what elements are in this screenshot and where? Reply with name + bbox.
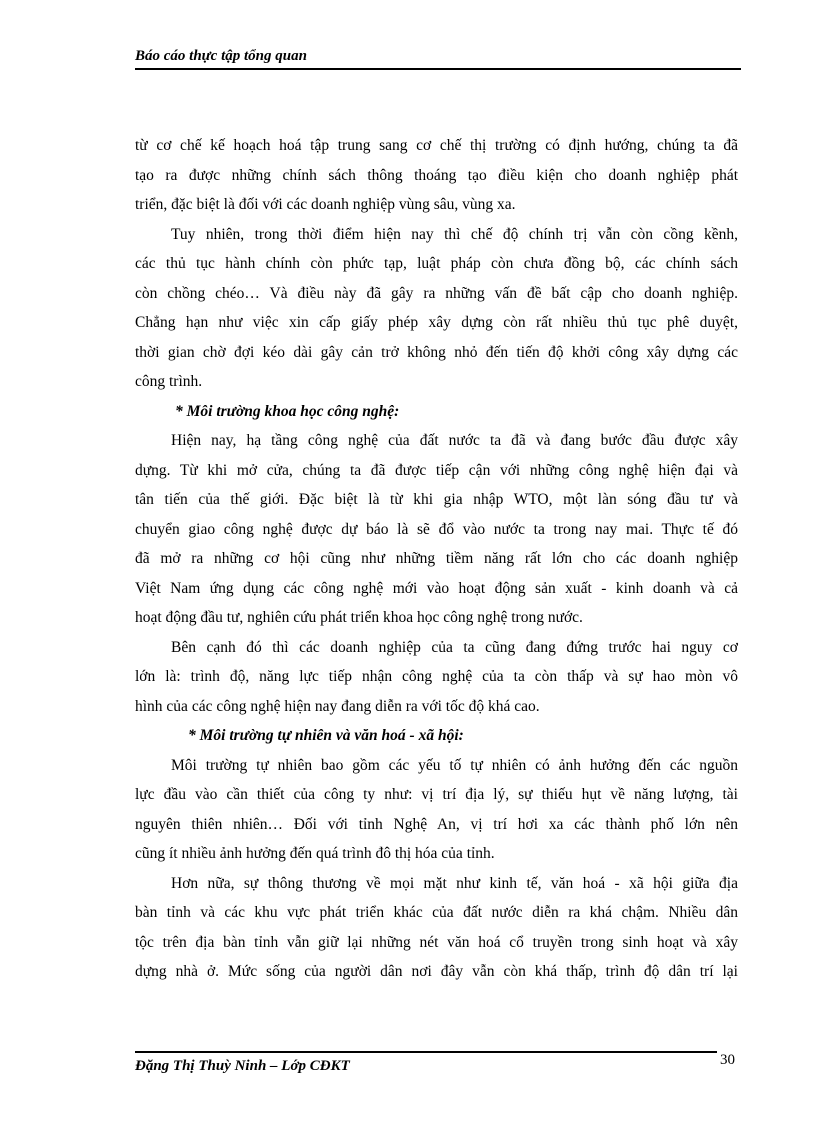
page-number: 30	[720, 1052, 735, 1068]
section-heading: * Môi trường khoa học công nghệ:	[175, 402, 400, 420]
text-line: tân tiến của thế giới. Đặc biệt là từ khi gia nhập WTO, một làn sóng đầu tư và	[135, 491, 738, 508]
text-line: Việt Nam ứng dụng các công nghệ mới vào hoạt động sản xuất - kinh doanh và cả	[135, 579, 738, 597]
text-line: chuyển giao công nghệ được dự báo là sẽ đổ vào nước ta trong nay mai. Thực tế đó	[135, 520, 738, 538]
text-line: tạo ra được những chính sách thông thoáng tạo điều kiện cho doanh nghiệp phát	[135, 166, 738, 184]
paragraph	[135, 633, 738, 722]
footer-divider	[135, 1051, 717, 1053]
paragraph	[135, 220, 738, 397]
text-line: dựng nhà ở. Mức sống của người dân nơi đây vẫn còn khá thấp, trình độ dân trí lại	[135, 963, 738, 980]
paragraph	[135, 426, 738, 633]
text-line: Tuy nhiên, trong thời điểm hiện nay thì chế độ chính trị vẫn còn cồng kềnh,	[171, 225, 738, 243]
text-line: cũng ít nhiều ảnh hưởng đến quá trình đô thị hóa của tỉnh.	[135, 845, 495, 862]
footer-author: Đặng Thị Thuỳ Ninh – Lớp CĐKT	[135, 1058, 350, 1074]
text-line: hình của các công nghệ hiện nay đang diễn ra với tốc độ khá cao.	[135, 697, 540, 715]
text-line: hoạt động đầu tư, nghiên cứu phát triển khoa học công nghệ trong nước.	[135, 609, 583, 626]
text-line: còn chồng chéo… Và điều này đã gây ra những vấn đề bất cập cho doanh nghiệp.	[135, 284, 738, 302]
section-heading: * Môi trường tự nhiên và văn hoá - xã hội:	[188, 727, 464, 744]
text-line: dựng. Từ khi mở cửa, chúng ta đã được tiếp cận với những công nghệ hiện đại và	[135, 461, 738, 479]
paragraph	[135, 131, 738, 220]
text-line: thời gian chờ đợi kéo dài gây cản trở không nhỏ đến tiến độ khởi công xây dựng các	[135, 343, 738, 361]
text-line: bàn tỉnh và các khu vực phát triển khác của đất nước diễn ra khá chậm. Nhiều dân	[135, 904, 738, 921]
text-line: các thủ tục hành chính còn phức tạp, luật pháp còn chưa đồng bộ, các chính sách	[135, 255, 738, 272]
text-line: Môi trường tự nhiên bao gồm các yếu tố tự nhiên có ảnh hưởng đến các nguồn	[171, 756, 738, 774]
text-line: tộc trên địa bàn tỉnh vẫn giữ lại những nét văn hoá cổ truyền trong sinh hoạt và xây	[135, 933, 738, 951]
text-line: lực đầu vào cần thiết của công ty như: vị trí địa lý, sự thiếu hụt về năng lượng, tài	[135, 786, 738, 803]
page-header: Báo cáo thực tập tổng quan	[135, 48, 741, 70]
text-line: Chẳng hạn như việc xin cấp giấy phép xây dựng còn rất nhiều thủ tục phê duyệt,	[135, 314, 738, 331]
text-line: đã mở ra những cơ hội cũng như những tiềm năng rất lớn cho các doanh nghiệp	[135, 550, 738, 567]
document-body	[135, 131, 738, 987]
text-line: Hơn nữa, sự thông thương về mọi mặt như kinh tế, văn hoá - xã hội giữa địa	[171, 874, 738, 892]
text-line: lớn là: trình độ, năng lực tiếp nhận công nghệ của ta còn thấp và sự hao mòn vô	[135, 668, 738, 685]
paragraph	[135, 751, 738, 869]
text-line: triển, đặc biệt là đối với các doanh nghiệp vùng sâu, vùng xa.	[135, 196, 516, 213]
text-line: từ cơ chế kế hoạch hoá tập trung sang cơ chế thị trường có định hướng, chúng ta đã	[135, 137, 738, 154]
text-line: Hiện nay, hạ tầng công nghệ của đất nước ta đã và đang bước đầu được xây	[171, 432, 738, 449]
text-line: nguyên thiên nhiên… Đối với tỉnh Nghệ An, vị trí hơi xa các thành phố lớn nên	[135, 815, 738, 833]
text-line: Bên cạnh đó thì các doanh nghiệp của ta cũng đang đứng trước hai nguy cơ	[171, 638, 738, 656]
paragraph	[135, 869, 738, 987]
text-line: công trình.	[135, 373, 203, 390]
